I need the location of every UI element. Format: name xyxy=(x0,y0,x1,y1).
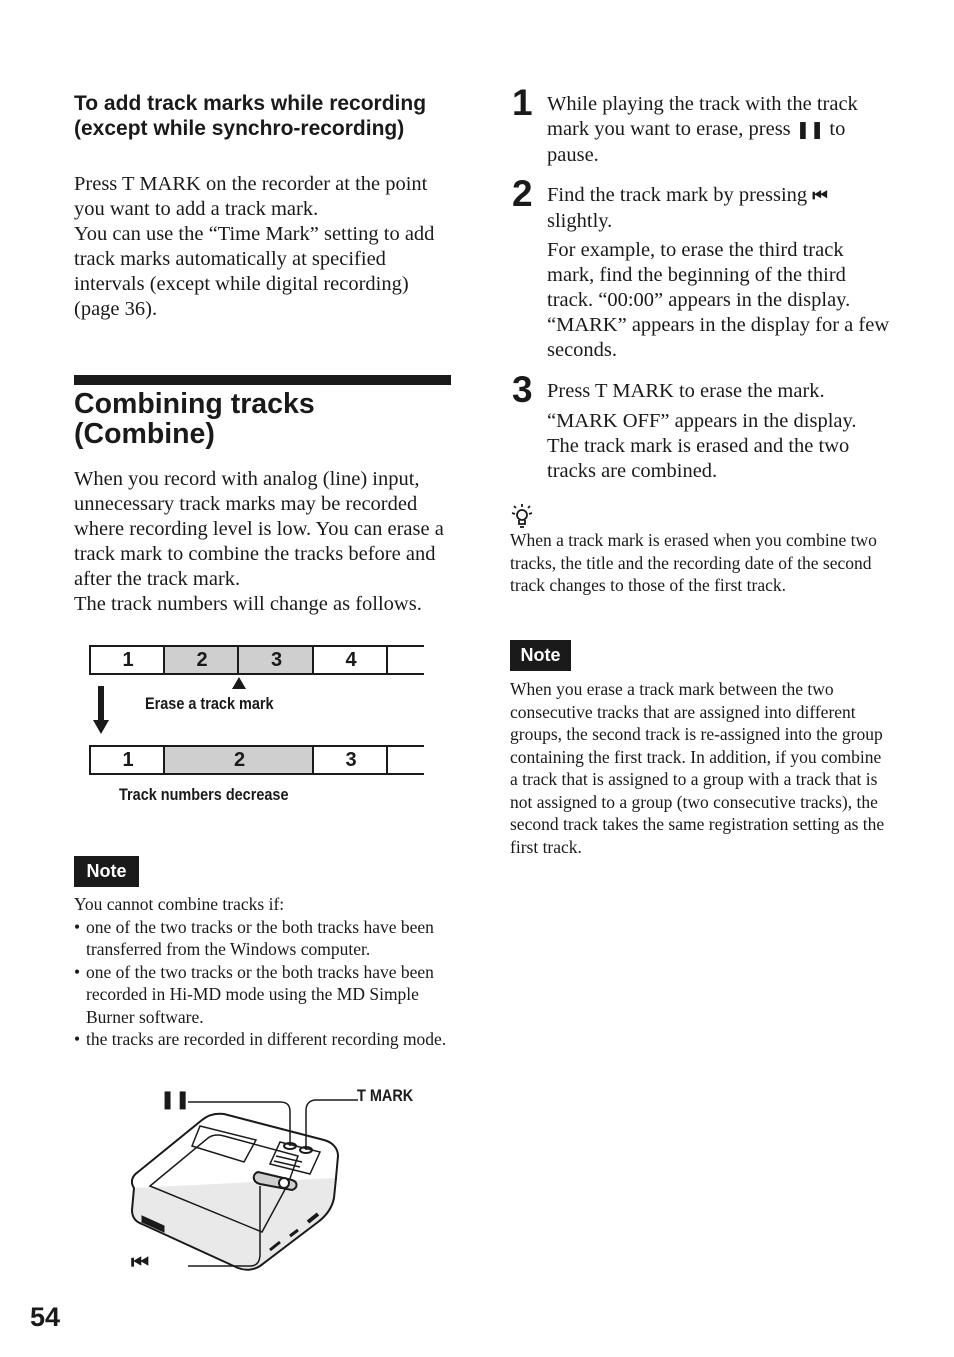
add-track-marks-body xyxy=(74,172,459,322)
pause-icon: ❚❚ xyxy=(795,120,825,140)
step-3-text: Press T MARK to erase the mark. xyxy=(547,380,825,402)
add-para-2: You can use the “Time Mark” setting to add track marks automatically at specified intervals (except while digital recording) (page 36). xyxy=(74,223,435,320)
step-number: 2 xyxy=(512,173,533,214)
note-badge: Note xyxy=(74,856,139,887)
section-title: Combining tracks (Combine) xyxy=(74,388,315,450)
hint-text: When a track mark is erased when you combine two tracks, the title and the recording date of the second track changes to those of the first track. xyxy=(510,530,877,595)
lightbulb-icon xyxy=(510,503,534,529)
after-track-cell: 3 xyxy=(312,745,388,775)
step-1-text-before: While playing the track with the track mark you want to erase, press xyxy=(547,93,858,140)
step-1-text xyxy=(547,92,892,168)
note-badge: Note xyxy=(510,640,571,671)
note-list-item: • one of the two tracks or the both tracks have been recorded in Hi-MD mode using the MD Simple Burner software. xyxy=(74,961,459,1029)
combine-para-1: When you record with analog (line) input, unnecessary track marks may be recorded where recording level is low. You can erase a track mark to combine the tracks before and after the track mark. xyxy=(74,468,444,590)
before-track-cell: 2 xyxy=(163,645,239,675)
step-2-text xyxy=(547,183,892,234)
step-3-detail: “MARK OFF” appears in the display. The track mark is erased and the two tracks are combined. xyxy=(547,410,857,482)
step-2-detail: For example, to erase the third track mark, find the beginning of the third track. “00:00” appears in the display. “MARK” appears in the display for a few seconds. xyxy=(547,239,890,361)
pause-button-label: ❚❚ xyxy=(160,1089,191,1110)
note-list-item: • one of the two tracks or the both tracks have been transferred from the Windows computer. xyxy=(74,916,459,961)
tmark-button-label: T MARK xyxy=(357,1086,414,1105)
step-2-text-after: slightly. xyxy=(547,210,613,232)
after-track-cell-empty xyxy=(386,745,424,775)
track-numbers-decrease-label: Track numbers decrease xyxy=(119,785,289,804)
after-track-cell: 1 xyxy=(89,745,165,775)
combine-para-2: The track numbers will change as follows. xyxy=(74,593,422,615)
subheading-add-track-marks: To add track marks while recording (except while synchro-recording) xyxy=(74,92,427,140)
before-track-cell-empty xyxy=(386,645,424,675)
before-track-cell: 4 xyxy=(312,645,388,675)
before-track-cell: 1 xyxy=(89,645,165,675)
recorder-illustration xyxy=(120,1090,360,1280)
section-rule xyxy=(74,375,451,385)
note-group-reassignment: When you erase a track mark between the two consecutive tracks that are assigned into different groups, the second track is re-assigned into the group containing the first track. In addition, if you combine a track that is assigned to a group with a track that is not assigned to a group (two consecutive tracks), the second track takes the same registration setting as the first track. xyxy=(510,679,885,857)
after-track-cell: 2 xyxy=(163,745,314,775)
step-number: 1 xyxy=(512,82,533,123)
track-mark-pointer-icon xyxy=(230,676,248,690)
before-track-cell: 3 xyxy=(237,645,314,675)
note-list-item: • the tracks are recorded in different recording mode. xyxy=(74,1028,459,1051)
page-number: 54 xyxy=(30,1302,61,1332)
rewind-button-label: ⏮ xyxy=(131,1250,149,1274)
rewind-icon: ⏮ xyxy=(812,186,828,206)
step-number: 3 xyxy=(512,369,533,410)
erase-mark-label: Erase a track mark xyxy=(145,694,274,713)
down-arrow-icon xyxy=(92,686,110,736)
step-1-text-after: to pause. xyxy=(547,118,846,166)
note-list xyxy=(74,916,459,1051)
combine-body xyxy=(74,467,459,617)
note-intro: You cannot combine tracks if: xyxy=(74,894,285,914)
note-combine-restrictions xyxy=(74,893,459,1051)
step-2-text-before: Find the track mark by pressing xyxy=(547,184,813,206)
add-para-1: Press T MARK on the recorder at the point you want to add a track mark. xyxy=(74,173,428,220)
